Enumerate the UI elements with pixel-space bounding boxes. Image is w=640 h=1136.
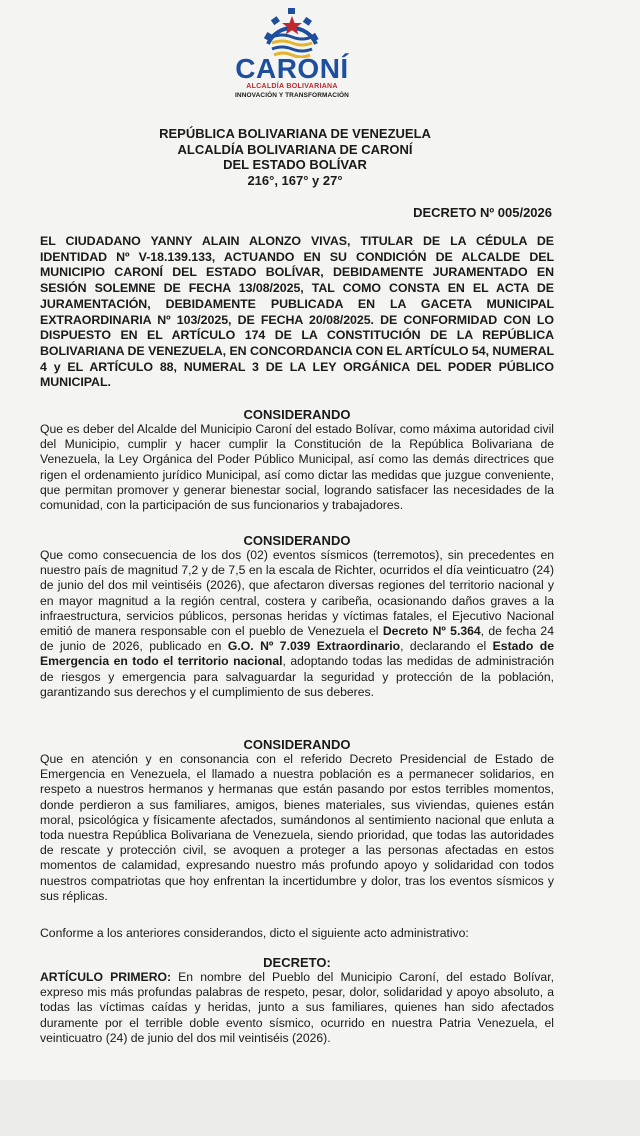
text-run: , declarando el [400, 639, 493, 654]
header-line-republic: REPÚBLICA BOLIVARIANA DE VENEZUELA [159, 126, 431, 141]
considerando-section-3 [40, 737, 554, 904]
intro-paragraph: EL CIUDADANO YANNY ALAIN ALONZO VIVAS, TITULAR DE LA CÉDULA DE IDENTIDAD Nº V-18.139.133, ACTUANDO EN SU CONDICIÓN DE ALCALDE DEL MUNICIPIO CARONÍ DEL ESTADO BOLÍVAR, DEBIDAMENTE JURAMENTADO EN SESIÓN SOLEMNE DE FECHA 13/08/2025, TAL COMO CONSTA EN EL ACTA DE JURAMENTACIÓN, DEBIDAMENTE PUBLICADA EN LA GACETA MUNICIPAL EXTRAORDINARIA Nº 103/2025, DE FECHA 20/08/2025. DE CONFORMIDAD CON LO DISPUESTO EN EL ARTÍCULO 174 DE LA CONSTITUCIÓN DE LA REPÚBLICA BOLIVARIANA DE VENEZUELA, EN CONCORDANCIA CON EL ARTÍCULO 54, NUMERAL 4 y EL ARTÍCULO 88, NUMERAL 3 DE LA LEY ORGÁNICA DEL PODER PÚBLICO MUNICIPAL. [40, 234, 554, 390]
logo-subtitle: ALCALDÍA BOLIVARIANA [246, 83, 338, 90]
logo-tagline: INNOVACIÓN Y TRANSFORMACIÓN [235, 92, 349, 99]
header-line-alcaldia: ALCALDÍA BOLIVARIANA DE CARONÍ [177, 141, 413, 157]
text-run: , de fecha 24 de junio de 2026, publicado en [40, 624, 554, 654]
document-header [120, 126, 470, 188]
gear-emblem-icon [260, 4, 324, 58]
logo-brand-text: CARONÍ [235, 53, 349, 84]
header-line-state: DEL ESTADO BOLÍVAR [223, 157, 367, 172]
header-line-years: 216°, 167° y 27° [247, 172, 343, 188]
conforme-paragraph [40, 926, 554, 941]
considerando-text [40, 548, 554, 700]
gazette-reference: G.O. Nº 7.039 Extraordinario [227, 639, 401, 654]
decree-reference: Decreto Nº 5.364 [382, 624, 481, 639]
considerando-heading: CONSIDERANDO [243, 737, 351, 752]
considerando-section-2 [40, 533, 554, 700]
conforme-text: Conforme a los anteriores considerandos, dicto el siguiente acto administrativo: [40, 926, 469, 940]
article-text: En nombre del Pueblo del Municipio Caroní, del estado Bolívar, expreso mis más profundas palabras de respeto, pesar, dolor, solidaridad y apoyo absoluto, a todas las víctimas caídas y heridas, junto a sus familiares, quienes han sido afectados duramente por el terrible doble evento sísmico, ocurrido en nuestra Patria Venezuela, el veinticuatro (24) de junio del dos mil veintiséis (2026). [40, 970, 554, 1045]
decreto-section [40, 955, 554, 1046]
decree-number: DECRETO Nº 005/2026 [413, 205, 552, 220]
considerando-text: Que es deber del Alcalde del Municipio Caroní del estado Bolívar, como máxima autoridad civil del Municipio, cumplir y hacer cumplir la Constitución de la República Bolivariana de Venezuela, la Ley Orgánica del Poder Público Municipal, así como las demás directrices que rigen el ordenamiento jurídico Municipal, así como dictar las medidas que juzgue conveniente, que permitan promover y generar bienestar social, logrando satisfacer las necesidades de la comunidad, con la participación de sus funcionarios y trabajadores. [40, 422, 554, 513]
considerando-heading: CONSIDERANDO [243, 533, 351, 548]
article-label: ARTÍCULO PRIMERO: [40, 970, 172, 984]
text-run: , adoptando todas las medidas de administración de riesgos y emergencia para salvaguardar la seguridad y protección de la población, garantizando sus derechos y el cumplimiento de sus deberes. [40, 654, 554, 699]
emergency-state-text: Estado de Emergencia en todo el territorio nacional [40, 639, 554, 669]
article-primero [40, 970, 554, 1046]
municipality-logo [226, 4, 358, 100]
considerando-text: Que en atención y en consonancia con el referido Decreto Presidencial de Estado de Emergencia en Venezuela, el llamado a nuestra población es a permanecer solidarios, en respeto a nuestros hermanos y hermanas que están pasando por estos terribles momentos, donde perdieron a sus familiares, amigos, bienes materiales, sus viviendas, quienes están moral, psicológica y físicamente afectados, sumándonos al sentimiento nacional que enluta a toda nuestra República Bolivariana de Venezuela, siendo prioridad, que todas las autoridades de rescate y protección civil, se avoquen a proteger a las personas afectadas en estos momentos de calamidad, expresando nuestro más profundo apoyo y solidaridad con todos nuestros compatriotas que hoy enfrentan la incertidumbre y dolor, tras los eventos sísmicos y sus réplicas. [40, 752, 554, 903]
considerando-heading: CONSIDERANDO [243, 407, 351, 422]
decreto-heading: DECRETO: [263, 955, 331, 970]
text-run: Que como consecuencia de los dos (02) eventos sísmicos (terremotos), sin precedentes en nuestro país de magnitud 7,2 y de 7,5 en la escala de Richter, ocurridos el día veinticuatro (24) de junio del dos mil veintiséis (2026), que afectaron diversas regiones del territorio nacional y en mayor magnitud a la región central, costera y caribeña, ocasionando daños graves a la infraestructura, servicios públicos, personas heridas y víctimas fatales, el Ejecutivo Nacional emitió de manera responsable con el pueblo de Venezuela el [40, 548, 554, 639]
page-bottom-margin [0, 1080, 640, 1136]
considerando-section-1 [40, 407, 554, 513]
